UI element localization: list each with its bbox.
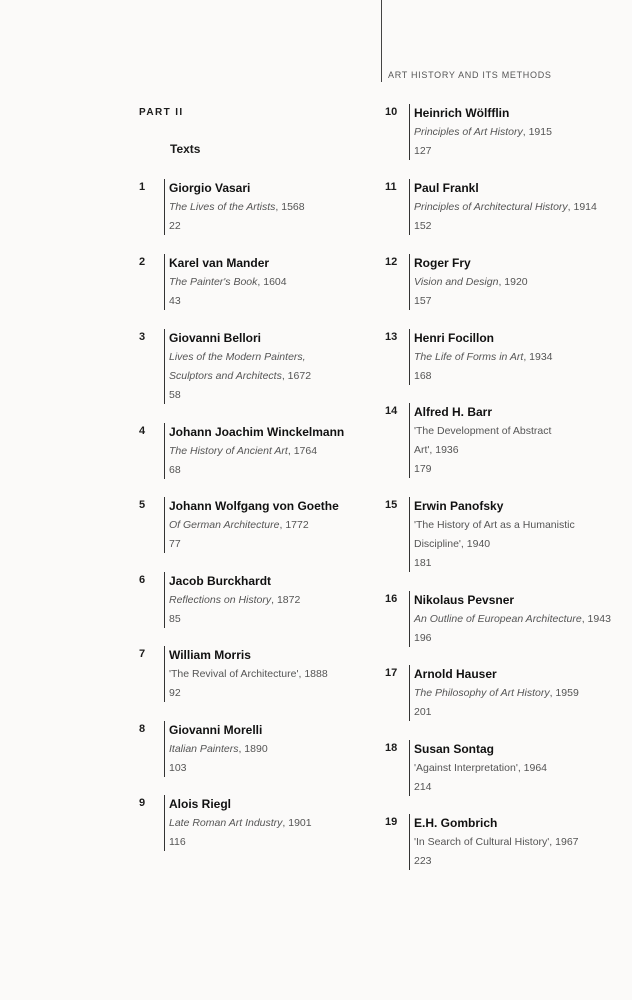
author-name: Paul Frankl <box>414 181 479 195</box>
work-title: Reflections on History, 1872 <box>169 594 301 606</box>
page-number: 58 <box>169 389 181 401</box>
author-name: Giovanni Morelli <box>169 723 263 737</box>
author-name: Henri Focillon <box>414 331 495 345</box>
entry-number: 7 <box>139 648 146 660</box>
entry-number: 11 <box>385 181 397 193</box>
entry-number: 16 <box>385 593 398 605</box>
entry-body <box>409 814 579 870</box>
entry-number: 14 <box>385 405 398 417</box>
section-title: Texts <box>170 142 201 156</box>
running-header: ART HISTORY AND ITS METHODS <box>388 70 552 80</box>
author-name: Roger Fry <box>414 256 471 270</box>
entry-number: 12 <box>385 256 398 268</box>
page-number: 127 <box>414 145 432 157</box>
entry-body <box>164 721 268 777</box>
entry-number: 6 <box>139 574 146 586</box>
work-title: The Life of Forms in Art, 1934 <box>414 351 553 363</box>
author-name: Johann Joachim Winckelmann <box>169 425 345 439</box>
work-title: The Philosophy of Art History, 1959 <box>414 687 579 699</box>
entry-body <box>164 572 300 628</box>
page-number: 201 <box>414 706 432 718</box>
work-title: Principles of Art History, 1915 <box>414 126 552 138</box>
author-name: Jacob Burckhardt <box>169 574 272 588</box>
entry-number: 2 <box>139 256 146 268</box>
page-number: 157 <box>414 295 432 307</box>
work-title: 'In Search of Cultural History', 1967 <box>414 836 579 848</box>
entry-body <box>409 329 553 385</box>
page-number: 116 <box>169 836 186 848</box>
entry-number: 8 <box>139 723 146 735</box>
author-name: Arnold Hauser <box>414 667 497 681</box>
work-title: Lives of the Modern Painters, <box>169 351 306 363</box>
work-title: 'The Revival of Architecture', 1888 <box>169 668 328 680</box>
entry-number: 17 <box>385 667 398 679</box>
page-number: 214 <box>414 781 432 793</box>
author-name: William Morris <box>169 648 251 662</box>
entry-body <box>164 795 312 851</box>
work-title: 'The Development of Abstract <box>414 425 552 437</box>
entry-body <box>164 179 305 235</box>
author-name: Nikolaus Pevsner <box>414 593 515 607</box>
entry-body <box>164 497 339 553</box>
work-title: 'The History of Art as a Humanistic <box>414 519 575 531</box>
author-name: Johann Wolfgang von Goethe <box>169 499 339 513</box>
work-title: The Painter's Book, 1604 <box>169 276 287 288</box>
entry-body <box>409 104 552 160</box>
entry-body <box>164 423 344 479</box>
work-title: Vision and Design, 1920 <box>414 276 528 288</box>
work-title: The History of Ancient Art, 1764 <box>169 445 318 457</box>
entry-number: 3 <box>139 331 146 343</box>
work-title: Art', 1936 <box>414 444 459 456</box>
author-name: Karel van Mander <box>169 256 270 270</box>
work-title: Principles of Architectural History, 1914 <box>414 201 597 213</box>
entry-body <box>409 403 551 478</box>
entry-body <box>409 740 547 796</box>
part-label: PART II <box>139 107 184 118</box>
author-name: Heinrich Wölfflin <box>414 106 510 120</box>
entry-body <box>409 497 575 572</box>
author-name: E.H. Gombrich <box>414 816 498 830</box>
entry-number: 1 <box>139 181 146 193</box>
work-title: Of German Architecture, 1772 <box>169 519 309 531</box>
header-rule <box>381 0 382 82</box>
page-number: 196 <box>414 632 432 644</box>
entry-body <box>164 646 328 702</box>
entry-number: 5 <box>139 499 146 511</box>
work-title: Sculptors and Architects, 1672 <box>169 370 312 382</box>
entry-body <box>409 254 528 310</box>
work-title: Late Roman Art Industry, 1901 <box>169 817 312 829</box>
entry-number: 15 <box>385 499 398 511</box>
author-name: Susan Sontag <box>414 742 495 756</box>
author-name: Alfred H. Barr <box>414 405 493 419</box>
entry-body <box>409 665 579 721</box>
page-number: 92 <box>169 687 181 699</box>
page-number: 223 <box>414 855 432 867</box>
page-number: 68 <box>169 464 181 476</box>
page-number: 22 <box>169 220 181 232</box>
page-number: 152 <box>414 220 432 232</box>
page-number: 43 <box>169 295 181 307</box>
page-number: 179 <box>414 463 432 475</box>
work-title: Discipline', 1940 <box>414 538 491 550</box>
entry-body <box>164 329 311 404</box>
work-title: An Outline of European Architecture, 1943 <box>414 613 611 625</box>
entry-number: 4 <box>139 425 146 437</box>
author-name: Alois Riegl <box>169 797 232 811</box>
entry-number: 13 <box>385 331 398 343</box>
entry-body <box>409 591 611 647</box>
page-number: 181 <box>414 557 432 569</box>
entry-body <box>164 254 287 310</box>
page-number: 168 <box>414 370 432 382</box>
entry-number: 10 <box>385 106 398 118</box>
entry-number: 19 <box>385 816 398 828</box>
page-number: 77 <box>169 538 181 550</box>
entry-number: 18 <box>385 742 398 754</box>
work-title: Italian Painters, 1890 <box>169 743 268 755</box>
work-title: The Lives of the Artists, 1568 <box>169 201 305 213</box>
author-name: Giovanni Bellori <box>169 331 262 345</box>
page-number: 85 <box>169 613 181 625</box>
work-title: 'Against Interpretation', 1964 <box>414 762 548 774</box>
page-number: 103 <box>169 762 187 774</box>
author-name: Giorgio Vasari <box>169 181 251 195</box>
author-name: Erwin Panofsky <box>414 499 504 513</box>
entry-body <box>409 179 597 235</box>
entry-number: 9 <box>139 797 146 809</box>
